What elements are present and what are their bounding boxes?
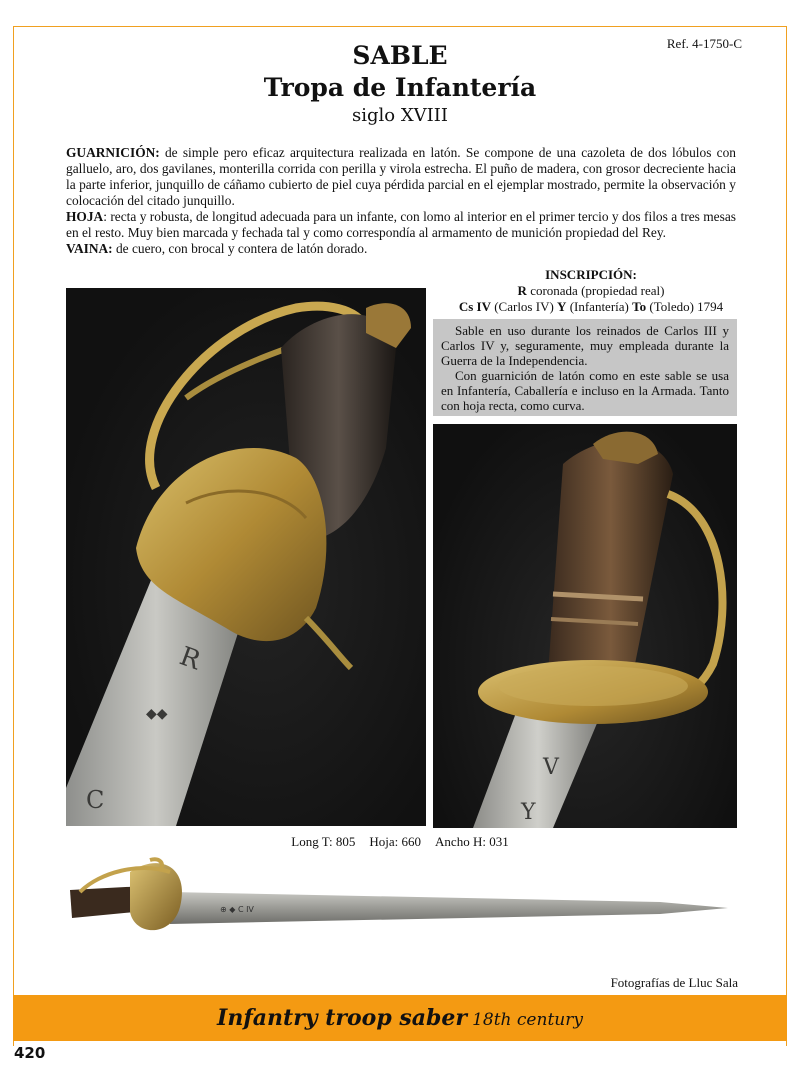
full-sword-photo xyxy=(60,852,740,952)
hoja-paragraph xyxy=(66,209,736,241)
svg-text:V: V xyxy=(543,755,559,780)
svg-text:C: C xyxy=(86,786,105,814)
full-sword-illustration xyxy=(60,852,740,952)
guarnicion-paragraph xyxy=(66,145,736,209)
inscription-heading: INSCRIPCIÓN: xyxy=(545,267,637,282)
inscription-carlos: (Carlos IV) xyxy=(490,299,558,314)
description-text xyxy=(66,145,736,257)
reference-number: Ref. 4-1750-C xyxy=(666,36,742,51)
usage-note-para1: Sable en uso durante los reinados de Carlos III y Carlos IV y, seguramente, muy empleada durante la Guerra de la Independencia. xyxy=(441,323,729,368)
dimension-blade-width: Ancho H: 031 xyxy=(435,834,509,849)
vaina-label: VAINA: xyxy=(66,241,113,256)
inscription-infanteria: (Infantería) xyxy=(566,299,633,314)
hilt-photo-side xyxy=(433,424,737,828)
hilt-front-illustration xyxy=(66,288,426,826)
hoja-label: HOJA xyxy=(66,209,104,224)
vaina-paragraph xyxy=(66,241,736,257)
page-title: SABLE xyxy=(352,41,448,70)
inscription-block xyxy=(430,267,752,315)
dimension-total-length: Long T: 805 xyxy=(291,834,356,849)
hilt-side-illustration xyxy=(433,424,737,828)
inscription-toledo: (Toledo) 1794 xyxy=(646,299,724,314)
svg-text:Y: Y xyxy=(521,800,536,825)
inscription-mark-r: R xyxy=(517,283,527,298)
svg-text:R: R xyxy=(175,641,205,677)
vaina-text: de cuero, con brocal y contera de latón dorado. xyxy=(112,241,368,256)
inscription-mark-y: Y xyxy=(557,299,567,314)
inscription-mark-to: To xyxy=(632,299,647,314)
usage-note-box xyxy=(433,319,737,416)
inscription-mark-cs: Cs IV xyxy=(458,299,491,314)
guarnicion-text: de simple pero eficaz arquitectura realizada en latón. Se compone de una cazoleta de dos lóbulos con galluelo, aro, dos gavilanes, monterilla corrida con perilla y virola estrecha. El puño de madera, con grosor decreciente hacia la parte inferior, junquillo de cáñamo cubierto de piel cuya pérdida parcial en el ejemplar mostrado, permite la observación y colocación del citado junquillo. xyxy=(66,145,736,208)
dimensions-line xyxy=(0,834,800,850)
svg-text:⊕ ◆ C IV: ⊕ ◆ C IV xyxy=(220,905,254,914)
svg-text:◆◆: ◆◆ xyxy=(146,706,168,722)
hoja-text: : recta y robusta, de longitud adecuada para un infante, con lomo al interior en el primer tercio y dos filos a tres mesas en el resto. Muy bien marcada y fechada tal y como correspondía al armamento de munición propiedad del Rey. xyxy=(66,209,736,240)
page-subtitle: siglo XVIII xyxy=(352,105,448,126)
english-century: 18th century xyxy=(472,1010,583,1030)
photo-credit: Fotografías de Lluc Sala xyxy=(610,975,738,990)
english-title: Infantry troop saber xyxy=(217,1005,467,1031)
inscription-line1: coronada (propiedad real) xyxy=(526,283,665,298)
usage-note-para2: Con guarnición de latón como en este sable se usa en Infantería, Caballería e incluso en la Armada. Tanto con hoja recta, como curva. xyxy=(441,368,729,413)
page-title-line2: Tropa de Infantería xyxy=(263,73,537,102)
page-number: 420 xyxy=(14,1044,46,1062)
guarnicion-label: GUARNICIÓN: xyxy=(66,145,160,160)
title-block xyxy=(0,40,800,128)
hilt-photo-front xyxy=(66,288,426,826)
dimension-blade-length: Hoja: 660 xyxy=(369,834,422,849)
english-title-banner xyxy=(13,995,787,1041)
